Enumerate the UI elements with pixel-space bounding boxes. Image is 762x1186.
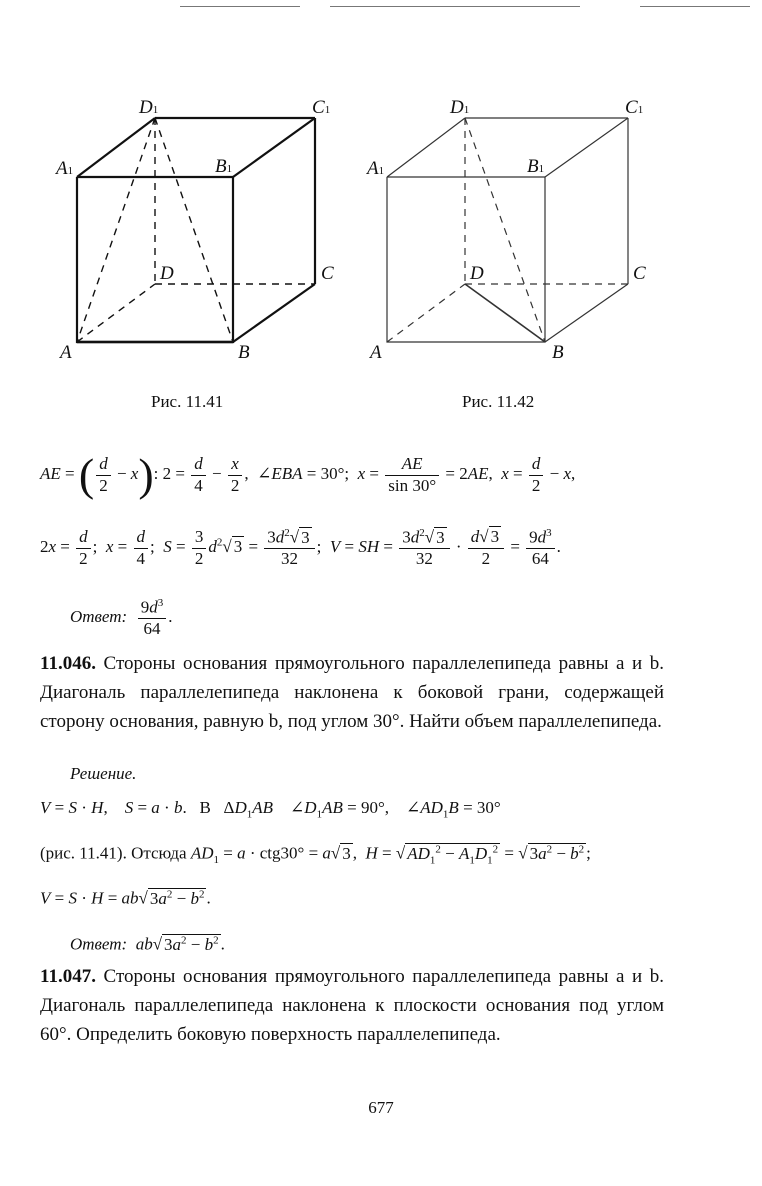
solution-label: Решение. xyxy=(70,764,137,783)
label-D: D xyxy=(470,263,484,284)
label-C: C xyxy=(633,263,646,284)
equation-line-2: 2x = $\frac{d}{2}$ ; x = $\frac{d}{4}$ ; S = $\frac{3}{2}$ $d^2√$ 3 = $\frac{3d^2√ 3}{32}$ ; V = SH = $\frac{3d^2√ 3}{32}$ · $\frac{d√ 3}{2}$ = $\frac{9d^3}{64}$ . xyxy=(40,527,561,569)
label-A1: A1 xyxy=(56,158,74,179)
label-B1: B1 xyxy=(215,156,233,177)
label-D: D xyxy=(160,263,174,284)
equation-line-4: (рис. 11.41). Отсюда $AD_1 = a \cdot ctg30^\circ = a√$ 3 , H = √ $AD_1^2 - A_1D_1^2$ = √ $3a^2 - b^2$ ; xyxy=(40,843,591,867)
figure-11-42 xyxy=(0,0,762,380)
label-C1: C1 xyxy=(312,97,331,118)
label-C1: C1 xyxy=(625,97,644,118)
label-B: B xyxy=(552,342,564,363)
label-A1: A1 xyxy=(367,158,385,179)
answer-046: Ответ: ab√ $3a^2 - b^2$ . xyxy=(70,934,225,954)
label-A: A xyxy=(370,342,382,363)
problem-number: 11.046. xyxy=(40,653,96,674)
page-number: 677 xyxy=(368,1098,394,1117)
label-B: B xyxy=(238,342,250,363)
in-word: В xyxy=(199,798,211,817)
equation-line-1: AE = ( $\frac{d}{2}$ − x): 2 = $\frac{d}{4}$ − $\frac{x}{2}$ , ∠EBA = 30°; x = $\frac{AE}{\sin 30^\circ}$ = 2AE, x = $\frac{d}{2}$ − x, xyxy=(40,449,576,500)
answer-label: Ответ: xyxy=(70,934,128,954)
problem-number: 11.047. xyxy=(40,966,96,987)
problem-text: Стороны основания прямоугольного параллелепипеда равны a и b. Диагональ параллелепипеда наклонена к плоскости основания под углом 60°. Определить боковую поверхность параллелепипеда. xyxy=(40,966,664,1045)
label-D1: D1 xyxy=(450,97,470,118)
problem-11-047 xyxy=(40,962,664,1049)
equation-line-3: V = S · H, S = a · b. В $\Delta D_1AB$ $\angle D_1AB = 90^\circ$, $\angle AD_1B = 30^\circ$ xyxy=(40,798,501,821)
figure-caption: Рис. 11.42 xyxy=(462,392,535,411)
problem-text: Стороны основания прямоугольного параллелепипеда равны a и b. Диагональ параллелепипеда наклонена к боковой грани, содержащей сторону основания, равную b, под углом 30°. Найти объем параллелепипеда. xyxy=(40,653,664,732)
answer-label: Ответ: xyxy=(70,607,128,627)
label-B1: B1 xyxy=(527,156,545,177)
label-D1: D1 xyxy=(139,97,159,118)
answer-prev: Ответ: $\frac{9d^3}{64}$ . xyxy=(70,597,173,639)
problem-11-046 xyxy=(40,649,664,736)
label-A: A xyxy=(60,342,72,363)
label-C: C xyxy=(321,263,334,284)
figure-caption: Рис. 11.41 xyxy=(151,392,224,411)
equation-line-5: V = S · H = ab√ $3a^2 - b^2$ . xyxy=(40,888,211,908)
ref-text: (рис. 11.41). Отсюда xyxy=(40,843,187,863)
